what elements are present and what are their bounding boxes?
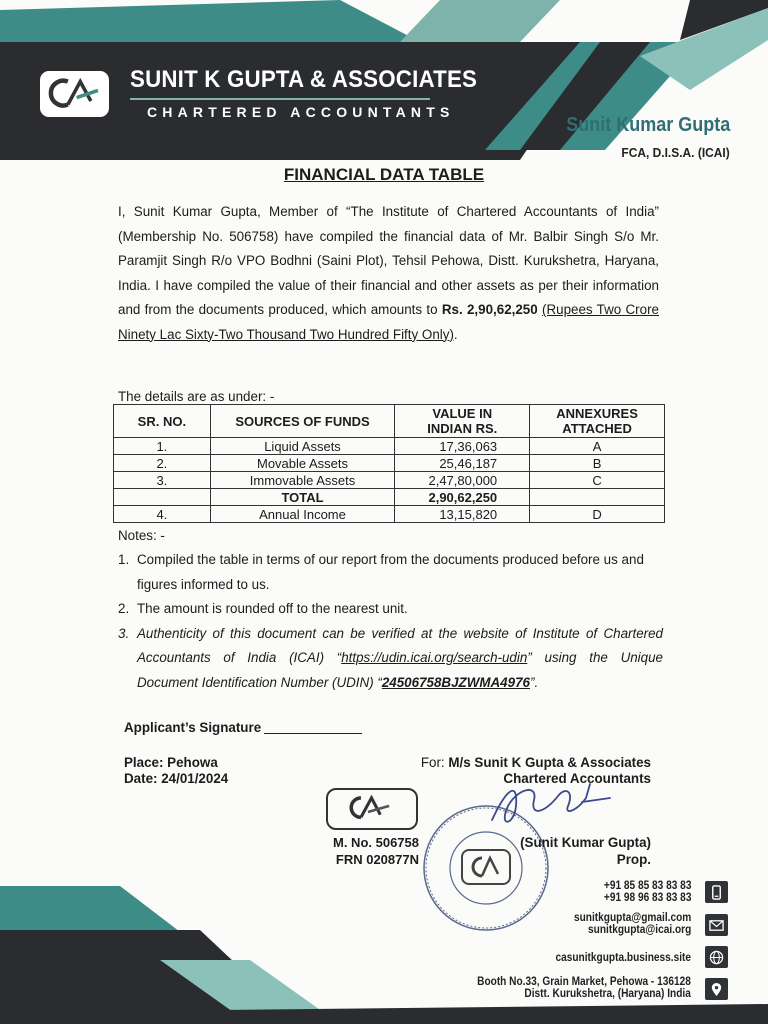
- list-item: 2. The amount is rounded off to the nearest unit.: [118, 601, 408, 616]
- signatory-block: [520, 834, 651, 868]
- applicant-signature: Applicant’s Signature: [124, 720, 362, 735]
- email-icon: [705, 914, 728, 936]
- total-amount: Rs. 2,90,62,250: [441, 302, 538, 317]
- globe-icon: [705, 946, 728, 968]
- col-annexures: ANNEXURES ATTACHED: [530, 405, 665, 438]
- membership-block: [333, 834, 419, 868]
- for-role: Chartered Accountants: [503, 771, 651, 786]
- ca-qualifications: FCA, D.I.S.A. (ICAI): [621, 145, 730, 160]
- table-row: 4. Annual Income 13,15,820 D: [114, 506, 665, 523]
- location-icon: [705, 978, 728, 1000]
- date: Date: 24/01/2024: [124, 771, 229, 786]
- ca-stamp-logo-icon: [326, 788, 418, 830]
- address-line-2: Distt. Kurukshetra, (Haryana) India: [524, 988, 691, 1000]
- signatory-name: (Sunit Kumar Gupta): [520, 835, 651, 850]
- document-title: FINANCIAL DATA TABLE: [283, 165, 485, 184]
- signature-blank-line: [264, 733, 362, 734]
- email-block: [574, 912, 691, 936]
- frn-number: FRN 020877N: [335, 852, 419, 867]
- phone-2: +91 98 96 83 83 83: [603, 892, 691, 904]
- place: Place: Pehowa: [124, 755, 218, 770]
- address-line-1: Booth No.33, Grain Market, Pehowa - 136128: [477, 976, 691, 988]
- for-firm: M/s Sunit K Gupta & Associates: [448, 755, 651, 770]
- table-row: 2. Movable Assets 25,46,187 B: [114, 455, 665, 472]
- table-row: 3. Immovable Assets 2,47,80,000 C: [114, 472, 665, 489]
- handwritten-signature: [478, 776, 628, 836]
- ca-logo-icon: [37, 68, 112, 120]
- website[interactable]: casunitkgupta.business.site: [555, 952, 691, 964]
- firm-name: SUNIT K GUPTA & ASSOCIATES: [130, 66, 478, 93]
- intro-paragraph: I, Sunit Kumar Gupta, Member of “The Institute of Chartered Accountants of India” (Membership No. 506758) have compiled the financial data of Mr. Balbir Singh S/o Mr. Paramjit Singh R/o VPO Bodhni (Saini Plot), Tehsil Pehowa, Distt. Kurukshetra, Haryana, India. I have compiled the value of their financial and other assets as per their information and from the documents produced, which amounts to Rs. 2,90,62,250 (Rupees Two Crore Ninety Lac Sixty-Two Thousand Two Hundred Fifty Only).: [118, 204, 659, 342]
- amount-in-words: (Rupees Two Crore Ninety Lac Sixty-Two Thousand Two Hundred Fifty Only): [118, 302, 659, 342]
- col-value: VALUE IN INDIAN RS.: [395, 405, 530, 438]
- email-1[interactable]: sunitkgupta@gmail.com: [573, 912, 691, 924]
- for-firm-block: For: M/s Sunit K Gupta & Associates Chartered Accountants: [420, 755, 651, 786]
- notes-label: Notes: -: [118, 528, 165, 543]
- email-2[interactable]: sunitkgupta@icai.org: [587, 924, 691, 936]
- list-item: 3. Authenticity of this document can be verified at the website of Institute of Chartered Accountants of India (ICAI) “https://udin.icai.org/search-udin” using the Unique Document Identification Number (UDIN) “24506758BJZWMA4976”.: [118, 625, 664, 690]
- notes-list: [118, 548, 663, 695]
- details-label: The details are as under: -: [118, 389, 275, 404]
- financial-table: [113, 404, 665, 523]
- table-row: 1. Liquid Assets 17,36,063 A: [114, 438, 665, 455]
- firm-subtitle: CHARTERED ACCOUNTANTS: [147, 104, 455, 120]
- list-item: 1. Compiled the table in terms of our report from the documents produced before us and figures informed to us.: [118, 552, 644, 592]
- col-sr-no: SR. NO.: [114, 405, 211, 438]
- col-sources: SOURCES OF FUNDS: [210, 405, 395, 438]
- phone-icon: [705, 881, 728, 903]
- phone-1: +91 85 85 83 83 83: [603, 880, 691, 892]
- place-date: [124, 755, 228, 787]
- phone-block: [603, 880, 691, 904]
- ca-name: Sunit Kumar Gupta: [565, 114, 730, 136]
- address-block: [477, 976, 691, 1000]
- udin-number: 24506758BJZWMA4976: [381, 674, 530, 690]
- verification-link[interactable]: https://udin.icai.org/search-udin: [341, 650, 528, 665]
- firm-divider: [130, 98, 430, 100]
- table-total-row: TOTAL 2,90,62,250: [114, 489, 665, 506]
- intro-text: I, Sunit Kumar Gupta, Member of “The Institute of Chartered Accountants of India” (Membership No. 506758) have compiled the financial data of Mr. Balbir Singh S/o Mr. Paramjit Singh R/o VPO Bodhni (Saini Plot), Tehsil Pehowa, Distt. Kurukshetra, Haryana, India. I have compiled the value of their financial and other assets as per their information and from the documents produced, which amounts to: [118, 204, 659, 317]
- membership-number: M. No. 506758: [333, 835, 419, 850]
- signatory-designation: Prop.: [616, 852, 651, 867]
